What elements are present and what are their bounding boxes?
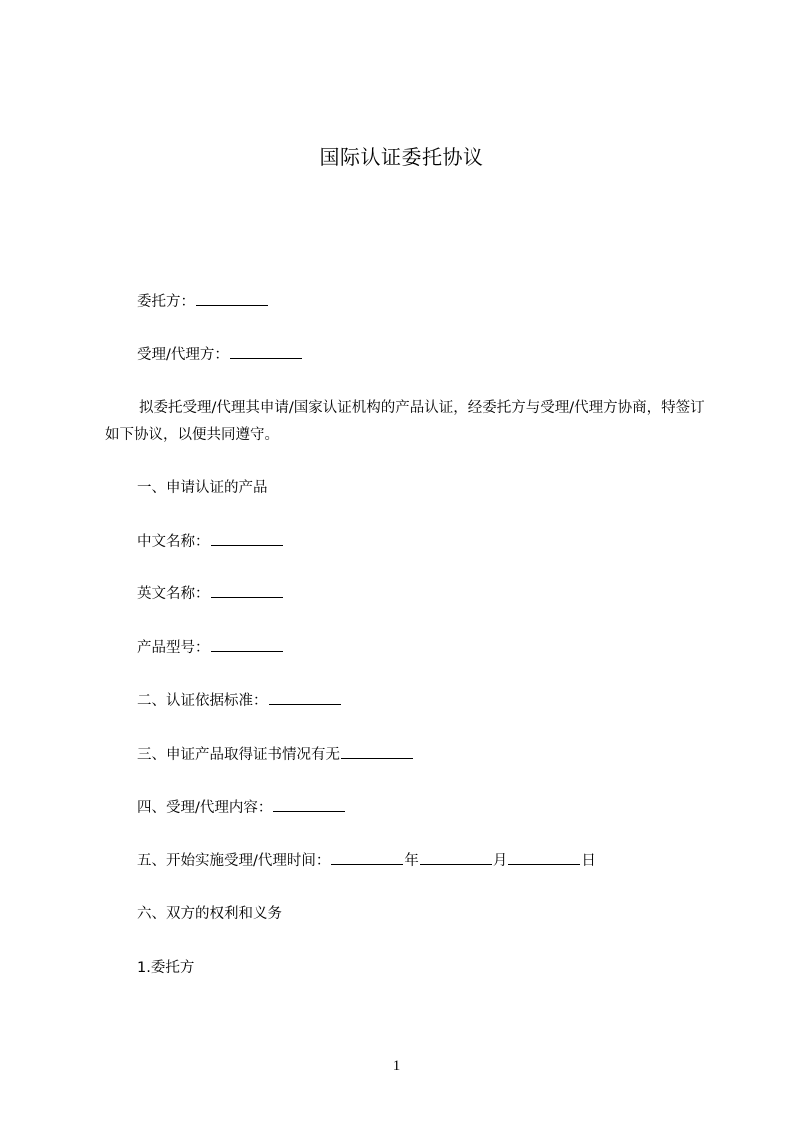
client-blank[interactable] bbox=[196, 292, 268, 306]
page-number: 1 bbox=[392, 1058, 401, 1074]
english-name-label: 英文名称： bbox=[137, 586, 210, 602]
section-4-line bbox=[137, 798, 346, 818]
section-5-line bbox=[137, 851, 596, 871]
year-blank[interactable] bbox=[331, 851, 403, 865]
english-name-blank[interactable] bbox=[211, 584, 283, 598]
content-blank[interactable] bbox=[273, 798, 345, 812]
section-1-heading: 一、申请认证的产品 bbox=[137, 480, 268, 496]
year-label: 年 bbox=[404, 853, 419, 869]
intro-paragraph: 拟委托受理/代理其申请/国家认证机构的产品认证，经委托方与受理/代理方协商，特签订如下协议，以便共同遵守。 bbox=[105, 400, 705, 443]
model-line bbox=[137, 638, 284, 658]
chinese-name-line bbox=[137, 532, 284, 552]
model-blank[interactable] bbox=[211, 638, 283, 652]
page-title: 国际认证委托协议 bbox=[319, 145, 484, 169]
client-line bbox=[137, 292, 269, 312]
section-2-line bbox=[137, 691, 342, 711]
section-3-line bbox=[137, 745, 414, 765]
month-blank[interactable] bbox=[420, 851, 492, 865]
subsection-1-heading: 1.委托方 bbox=[137, 960, 195, 976]
certificate-blank[interactable] bbox=[341, 745, 413, 759]
english-name-line bbox=[137, 584, 284, 604]
day-label: 日 bbox=[581, 853, 596, 869]
agent-line bbox=[137, 345, 303, 365]
client-label: 委托方： bbox=[137, 294, 195, 310]
section-5-label: 五、开始实施受理/代理时间： bbox=[137, 853, 331, 869]
chinese-name-label: 中文名称： bbox=[137, 534, 210, 550]
section-6-heading: 六、双方的权利和义务 bbox=[137, 906, 282, 922]
month-label: 月 bbox=[492, 853, 508, 869]
model-label: 产品型号： bbox=[137, 640, 210, 656]
section-2-label: 二、认证依据标准： bbox=[137, 693, 268, 709]
agent-label: 受理/代理方： bbox=[137, 347, 229, 363]
agent-blank[interactable] bbox=[230, 345, 302, 359]
chinese-name-blank[interactable] bbox=[211, 532, 283, 546]
standard-blank[interactable] bbox=[269, 691, 341, 705]
day-blank[interactable] bbox=[508, 851, 580, 865]
section-3-label: 三、申证产品取得证书情况有无 bbox=[137, 747, 340, 763]
section-4-label: 四、受理/代理内容： bbox=[137, 800, 273, 816]
